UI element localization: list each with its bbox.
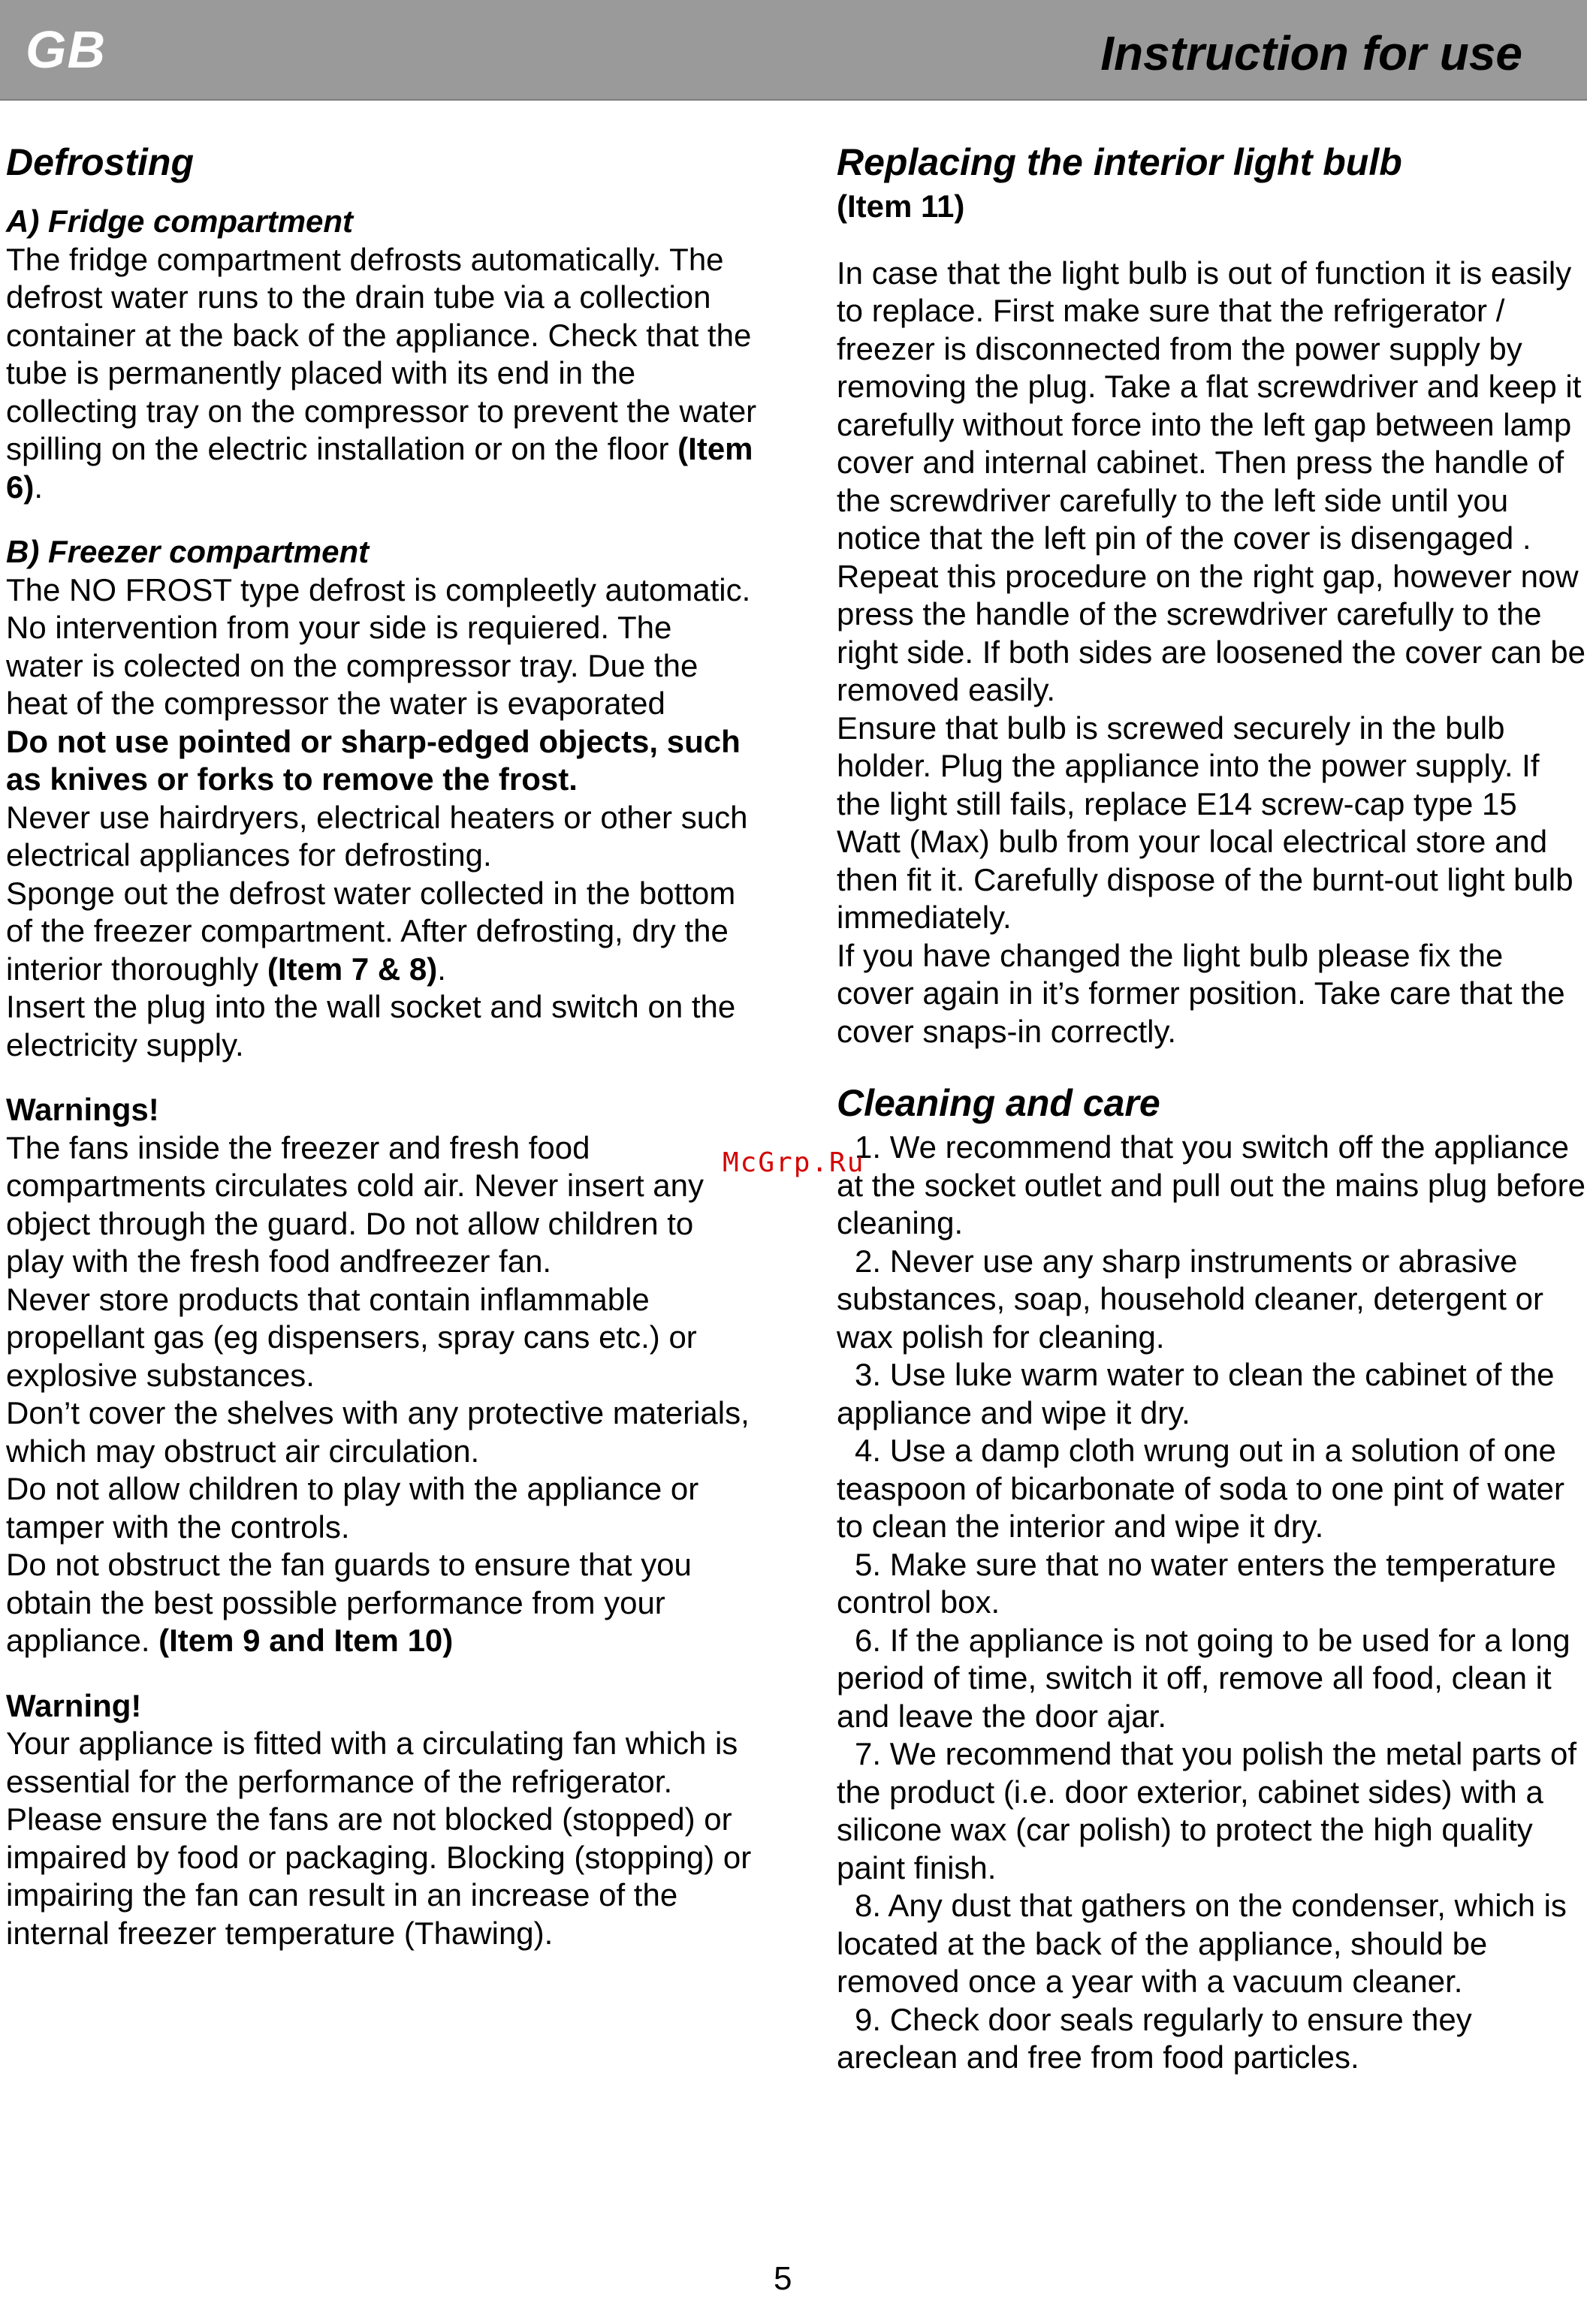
left-column	[6, 137, 757, 1952]
warnings-heading: Warnings!	[6, 1092, 159, 1127]
freezer-text-2: Never use hairdryers, electrical heaters or other such electrical appliances for defrosting.	[6, 799, 748, 873]
light-bulb-paragraph: Ensure that bulb is screwed securely in the bulb holder. Plug the appliance into the power supply. If the light still fails, replace E14 screw-cap type 15 Watt (Max) bulb from your local electrical store and then fit it. Carefully dispose of the burnt-out light bulb immediately.	[837, 710, 1573, 935]
language-code: GB	[26, 20, 106, 79]
light-bulb-item-ref: (Item 11)	[837, 188, 965, 224]
freezer-text: The NO FROST type defrost is compleetly automatic. No intervention from your side is requiered. The water is colected on the compressor tray. Due the heat of the compressor the water is evaporated	[6, 571, 751, 721]
list-item: 8. Any dust that gathers on the condenser, which is located at the back of the appliance, should be removed once a year with a vacuum cleaner.	[837, 1888, 1567, 1999]
list-item: 7. We recommend that you polish the metal parts of the product (i.e. door exterior, cabinet sides) with a silicone wax (car polish) to protect the high quality paint finish.	[837, 1736, 1577, 1885]
warnings-paragraph: Don’t cover the shelves with any protective materials, which may obstruct air circulation.	[6, 1395, 750, 1469]
list-item: 6. If the appliance is not going to be used for a long period of time, switch it off, remove all food, clean it and leave the door ajar.	[837, 1622, 1570, 1734]
list-item: 1. We recommend that you switch off the appliance at the socket outlet and pull out the mains plug before cleaning.	[837, 1129, 1585, 1240]
cleaning-care-heading: Cleaning and care	[837, 1082, 1160, 1124]
freezer-text-4: Insert the plug into the wall socket and switch on the electricity supply.	[6, 989, 736, 1063]
warnings-paragraph: Never store products that contain inflammable propellant gas (eg dispensers, spray cans etc.) or explosive substances.	[6, 1281, 697, 1393]
freezer-text-3: Sponge out the defrost water collected in the bottom of the freezer compartment. After defrosting, dry the interior thoroughly (Item 7 & 8).	[6, 875, 736, 987]
list-item: 4. Use a damp cloth wrung out in a solution of one teaspoon of bicarbonate of soda to one pint of water to clean the interior and wipe it dry.	[837, 1433, 1565, 1544]
watermark: McGrp.Ru	[723, 1147, 865, 1178]
list-item: 2. Never use any sharp instruments or abrasive substances, soap, household cleaner, detergent or wax polish for cleaning.	[837, 1243, 1543, 1355]
warnings-paragraph: The fans inside the freezer and fresh food compartments circulates cold air. Never insert any object through the guard. Do not allow children to play with the fresh food andfreezer fan.	[6, 1129, 704, 1279]
item-ref: (Item 6)	[6, 431, 753, 505]
item-ref: (Item 9 and Item 10)	[158, 1623, 454, 1658]
defrosting-heading: Defrosting	[6, 141, 194, 183]
warnings-paragraph: Do not allow children to play with the appliance or tamper with the controls.	[6, 1471, 699, 1545]
warnings-paragraph: Do not obstruct the fan guards to ensure that you obtain the best possible performance from your appliance. (Item 9 and Item 10)	[6, 1547, 692, 1658]
fridge-compartment-text: The fridge compartment defrosts automatically. The defrost water runs to the drain tube via a collection container at the back of the appliance. Check that the tube is permanently placed with its end in the collecting tray on the compressor to prevent the water spilling on the electric installation or on the floor (Item 6).	[6, 241, 757, 505]
warning-heading: Warning!	[6, 1687, 142, 1723]
list-item: 9. Check door seals regularly to ensure they areclean and free from food particles.	[837, 2001, 1472, 2075]
freezer-warning-bold: Do not use pointed or sharp-edged objects, such as knives or forks to remove the frost.	[6, 723, 741, 797]
light-bulb-heading: Replacing the interior light bulb	[837, 141, 1402, 183]
page-number: 5	[774, 2260, 792, 2297]
page-header	[0, 0, 1587, 101]
list-item: 5. Make sure that no water enters the temperature control box.	[837, 1546, 1556, 1620]
light-bulb-paragraph: In case that the light bulb is out of function it is easily to replace. First make sure that the refrigerator / freezer is disconnected from the power supply by removing the plug. Take a flat screwdriver and keep it carefully without force into the left gap between lamp cover and internal cabinet. Then press the handle of the screwdriver carefully to the left side until you notice that the left pin of the cover is disengaged . Repeat this procedure on the right gap, however now press the handle of the screwdriver carefully to the right side. If both sides are loosened the cover can be removed easily.	[837, 255, 1585, 707]
fridge-compartment-heading: A) Fridge compartment	[6, 203, 354, 239]
header-title: Instruction for use	[1100, 26, 1522, 80]
right-column	[837, 137, 1586, 2077]
cleaning-care-list	[837, 1129, 1586, 2077]
warning-paragraph: Your appliance is fitted with a circulating fan which is essential for the performance of the refrigerator. Please ensure the fans are not blocked (stopped) or impaired by food or packaging. Blocking (stopping) or impairing the fan can result in an increase of the internal freezer temperature (Thawing).	[6, 1726, 752, 1951]
freezer-compartment-heading: B) Freezer compartment	[6, 534, 370, 569]
light-bulb-paragraph: If you have changed the light bulb please fix the cover again in it’s former position. Take care that the cover snaps-in correctly.	[837, 937, 1565, 1049]
list-item: 3. Use luke warm water to clean the cabinet of the appliance and wipe it dry.	[837, 1357, 1555, 1430]
item-ref: (Item 7 & 8)	[267, 951, 438, 987]
